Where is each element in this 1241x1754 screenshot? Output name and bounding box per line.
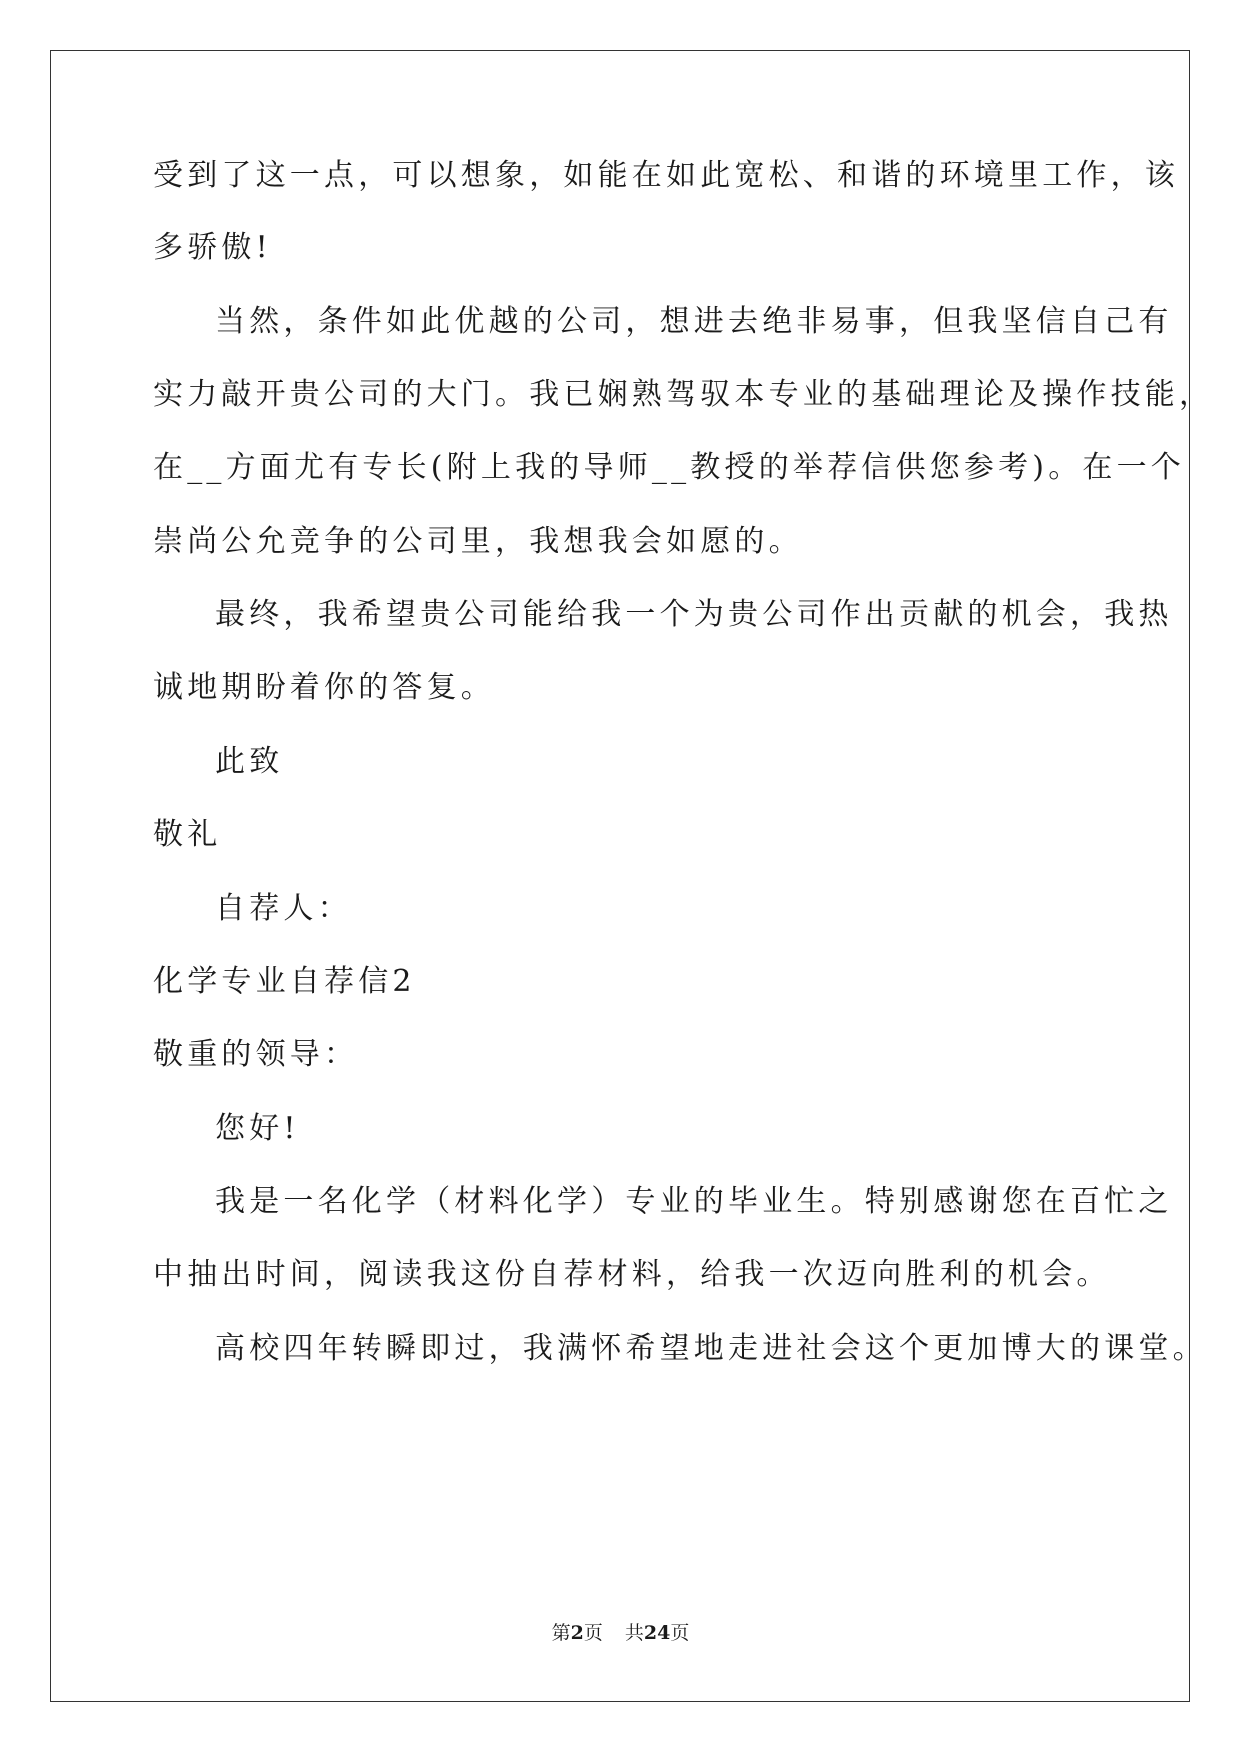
total-suffix: 页 — [670, 1622, 690, 1644]
paragraph-start: 高校四年转瞬即过，我满怀希望地走进社会这个更加博大的课堂。 — [215, 1331, 1207, 1366]
page-number: 2 — [570, 1622, 584, 1644]
greeting: 您好! — [215, 1111, 300, 1146]
total-prefix: 共 — [624, 1622, 644, 1644]
text-line: 在__方面尤有专长(附上我的导师__教授的举荐信供您参考)。在一个 — [153, 450, 1186, 485]
page-frame — [50, 50, 1190, 1702]
greeting-recipient: 敬重的领导： — [153, 1037, 359, 1072]
paragraph-start: 最终，我希望贵公司能给我一个为贵公司作出贡献的机会，我热 — [215, 597, 1173, 632]
page-suffix: 页 — [583, 1622, 603, 1644]
page-prefix: 第 — [551, 1622, 571, 1644]
text-line: 崇尚公允竞争的公司里，我想我会如愿的。 — [153, 524, 803, 559]
section-heading: 化学专业自荐信2 — [153, 964, 416, 999]
text-line: 受到了这一点，可以想象，如能在如此宽松、和谐的环境里工作，该 — [153, 158, 1179, 193]
page-footer — [0, 1621, 1241, 1645]
text-line: 实力敲开贵公司的大门。我已娴熟驾驭本专业的基础理论及操作技能， — [153, 377, 1214, 412]
paragraph-start: 我是一名化学（材料化学）专业的毕业生。特别感谢您在百忙之 — [215, 1184, 1173, 1219]
closing-salutation: 此致 — [215, 744, 284, 779]
signature-label: 自荐人： — [215, 891, 352, 926]
text-line: 多骄傲! — [153, 230, 272, 265]
paragraph-start: 当然，条件如此优越的公司，想进去绝非易事，但我坚信自己有 — [215, 304, 1173, 339]
closing-regards: 敬礼 — [153, 817, 222, 852]
text-line: 诚地期盼着你的答复。 — [153, 670, 495, 705]
total-pages: 24 — [643, 1622, 671, 1644]
text-line: 中抽出时间，阅读我这份自荐材料，给我一次迈向胜利的机会。 — [153, 1257, 1111, 1292]
